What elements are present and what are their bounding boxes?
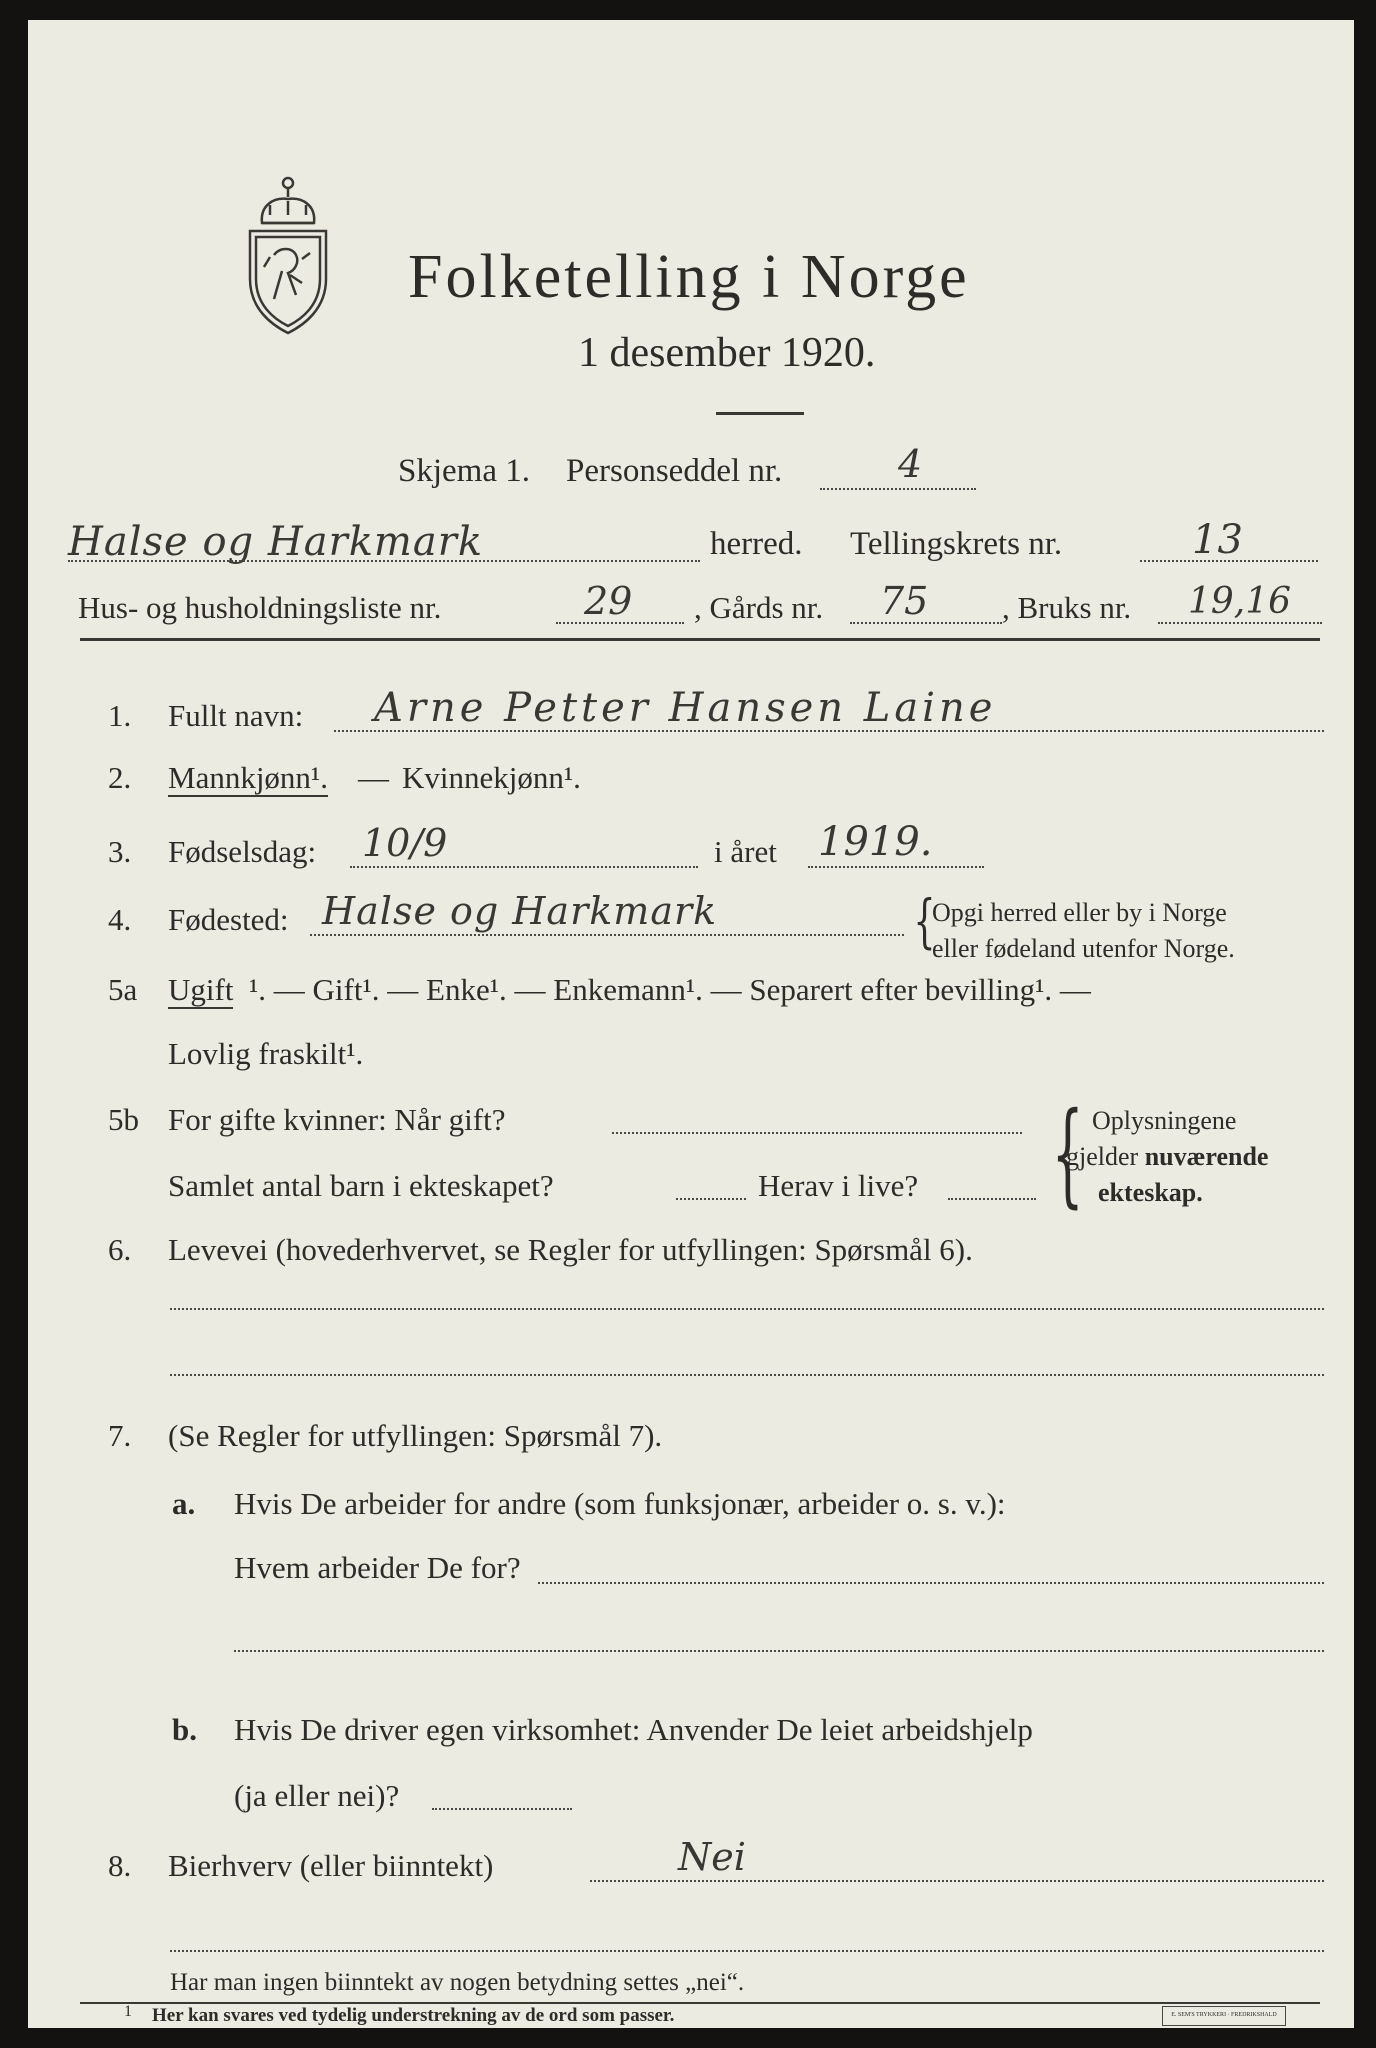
- q3-year-line: [808, 866, 984, 868]
- skjema-label: Skjema 1.: [398, 453, 530, 489]
- coat-of-arms-icon: [240, 175, 336, 335]
- tellingskrets-label: Tellingskrets nr.: [850, 526, 1063, 562]
- q7b-question: Hvis De driver egen virksomhet: Anvender De leiet arbeidshjelp: [234, 1712, 1033, 1747]
- q7b-letter: b.: [172, 1712, 197, 1747]
- q5a-ugift-option: Ugift: [168, 972, 234, 1007]
- q3-number: 3.: [108, 834, 132, 869]
- printer-stamp: [1162, 2006, 1286, 2026]
- tellingskrets-value: 13: [1192, 517, 1243, 563]
- q8-label: Bierhverv (eller biinntekt): [168, 1848, 494, 1883]
- printer-stamp-text: E. SEM'S TRYKKERI · FREDRIKSHALD: [1171, 2012, 1277, 2018]
- q4-brace: {: [913, 887, 936, 955]
- herred-line: [68, 560, 700, 562]
- q7a-question: Hvis De arbeider for andre (som funksjonær, arbeider o. s. v.):: [234, 1486, 1006, 1521]
- q7-number: 7.: [108, 1418, 132, 1453]
- q4-note-1: Opgi herred eller by i Norge: [932, 898, 1227, 927]
- q3-date-line: [350, 866, 698, 868]
- q5b-brace: {: [1051, 1089, 1084, 1219]
- personseddel-line: [820, 488, 976, 490]
- gards-value: 75: [880, 579, 929, 623]
- footnote-divider: [80, 2002, 1320, 2004]
- q8-number: 8.: [108, 1848, 132, 1883]
- herred-label: herred.: [710, 526, 803, 562]
- q6-line-1: [170, 1308, 1324, 1310]
- hus-label: Hus- og husholdningsliste nr.: [78, 590, 442, 625]
- q8-line: [590, 1880, 1324, 1882]
- q6-number: 6.: [108, 1232, 132, 1267]
- q2-female-option: Kvinnekjønn¹.: [402, 760, 581, 795]
- q2-separator: —: [358, 760, 389, 795]
- q7a-letter: a.: [172, 1486, 196, 1521]
- q8-value: Nei: [678, 1835, 746, 1879]
- q5b-married-line: [612, 1132, 1022, 1134]
- q3-year-label: i året: [714, 834, 777, 869]
- q5b-number: 5b: [108, 1102, 139, 1137]
- q7b-answer-line: [432, 1808, 572, 1810]
- q3-label: Fødselsdag:: [168, 834, 317, 869]
- title-divider: [716, 412, 804, 415]
- q5b-children-label: Samlet antal barn i ekteskapet?: [168, 1168, 554, 1203]
- q5b-note-3: ekteskap.: [1098, 1178, 1203, 1207]
- footnote-mark: 1: [124, 2003, 132, 2020]
- q5b-children-line: [676, 1198, 746, 1200]
- q4-value: Halse og Harkmark: [322, 889, 718, 933]
- q5b-note-1: Oplysningene: [1092, 1106, 1237, 1135]
- census-date: 1 desember 1920.: [578, 330, 876, 376]
- herred-value: Halse og Harkmark: [68, 519, 484, 565]
- q6-label: Levevei (hovederhvervet, se Regler for utfyllingen: Spørsmål 6).: [168, 1232, 973, 1267]
- q1-value: Arne Petter Hansen Laine: [374, 685, 997, 731]
- q5b-note-2b: nuværende: [1144, 1142, 1269, 1171]
- census-form-sheet: [28, 20, 1354, 2028]
- q4-number: 4.: [108, 902, 132, 937]
- q3-value: 10/9: [362, 821, 448, 865]
- q6-line-2: [170, 1374, 1324, 1376]
- q4-line: [310, 934, 904, 936]
- q7a-employer-label: Hvem arbeider De for?: [234, 1550, 521, 1585]
- q3-year-value: 1919.: [818, 819, 933, 865]
- q7-label: (Se Regler for utfyllingen: Spørsmål 7).: [168, 1418, 663, 1453]
- hus-value: 29: [584, 579, 633, 623]
- personseddel-value: 4: [898, 442, 923, 486]
- bruks-value: 19,16: [1188, 581, 1292, 622]
- q1-label: Fullt navn:: [168, 698, 304, 733]
- q4-note-2: eller fødeland utenfor Norge.: [932, 934, 1235, 963]
- q2-male-option: Mannkjønn¹.: [168, 760, 328, 795]
- footer-note: Har man ingen biinntekt av nogen betydning settes „nei“.: [170, 1969, 745, 1996]
- q8-extra-line: [170, 1950, 1324, 1952]
- q5a-number: 5a: [108, 972, 138, 1007]
- form-title: Folketelling i Norge: [408, 243, 970, 311]
- q5b-note-2: [1066, 1144, 1268, 1170]
- q7a-employer-line: [538, 1582, 1324, 1584]
- q7a-extra-line: [234, 1650, 1324, 1652]
- q7b-yes-no-label: (ja eller nei)?: [234, 1778, 400, 1813]
- q5b-alive-label: Herav i live?: [758, 1168, 919, 1203]
- q5a-fraskilt-option: Lovlig fraskilt¹.: [168, 1036, 364, 1071]
- q4-label: Fødested:: [168, 902, 289, 937]
- q5b-alive-line: [948, 1198, 1036, 1200]
- q5b-note-2a: gjelder: [1066, 1142, 1145, 1171]
- q2-number: 2.: [108, 760, 132, 795]
- q1-number: 1.: [108, 698, 132, 733]
- personseddel-label: Personseddel nr.: [566, 453, 783, 489]
- gards-label: , Gårds nr.: [694, 590, 824, 625]
- header-divider: [80, 638, 1320, 641]
- bruks-label: , Bruks nr.: [1002, 590, 1132, 625]
- q5a-status-options: ¹. — Gift¹. — Enke¹. — Enkemann¹. — Separert efter bevilling¹. —: [249, 972, 1091, 1007]
- q5b-married-label: For gifte kvinner: Når gift?: [168, 1102, 506, 1137]
- bruks-line: [1158, 622, 1322, 624]
- footnote-text: Her kan svares ved tydelig understrekning av de ord som passer.: [152, 2005, 675, 2026]
